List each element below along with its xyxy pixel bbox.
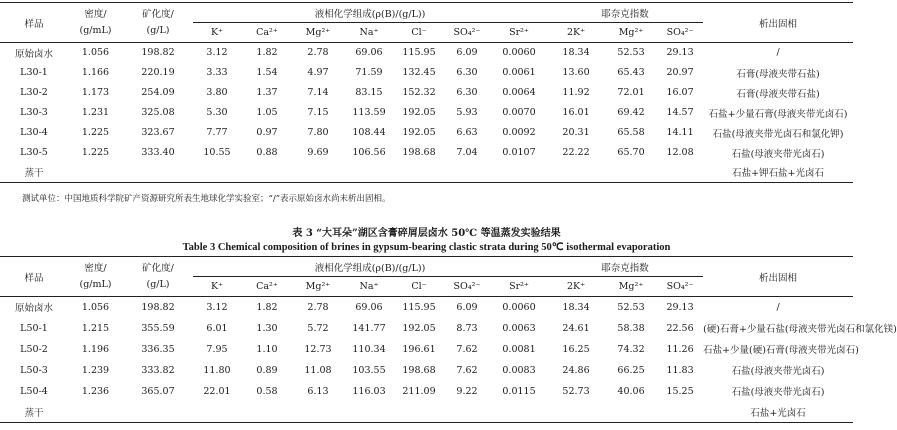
cell-ca: 1.37 [256,87,278,98]
cell-sr: 0.0115 [502,385,536,397]
cell-na: 116.03 [352,385,386,397]
cell-k: 7.95 [206,343,228,355]
cell-jmg: 72.01 [617,87,645,98]
cell-j2k: 24.86 [562,364,590,376]
header-cl: Cl⁻ [411,27,427,38]
cell-k: 11.80 [203,364,231,376]
header-so4: SO₄²⁻ [453,281,481,292]
cell-jmg: 40.06 [617,385,645,397]
cell-na: 108.44 [352,127,386,138]
table-1-note: 测试单位：中国地质科学院矿产资源研究所表生地球化学实验室；“/”表示原始卤水尚未析出固相。 [22,194,391,204]
cell-min: 198.82 [141,301,175,313]
cell-mg: 11.08 [304,364,332,376]
cell-k: 3.80 [206,87,228,98]
cell-sr: 0.0060 [502,47,536,59]
cell-cl: 196.61 [402,343,436,355]
cell-so4: 6.30 [456,67,478,78]
cell-sample: L50-3 [20,364,48,376]
cell-k: 10.55 [203,147,231,158]
cell-min: 333.82 [141,364,175,376]
header-sample: 样品 [24,18,44,30]
header-j2k: 2K⁺ [566,281,586,292]
cell-cl [395,163,443,183]
cell-j2k: 16.25 [562,343,590,355]
table-row [0,103,853,123]
table-1 [0,2,853,183]
table-2 [0,256,897,423]
cell-na: 69.06 [355,301,383,313]
cell-na: 141.77 [352,322,386,334]
cell-sample: L30-3 [20,107,48,118]
cell-so4: 6.09 [456,301,478,313]
cell-sr: 0.0092 [502,127,536,138]
cell-cl: 132.45 [402,67,436,78]
cell-k: 3.12 [206,301,228,313]
cell-j2k: 18.34 [562,301,590,313]
cell-sr: 0.0070 [502,107,536,118]
cell-mg: 6.13 [307,385,329,397]
header-jso4: SO₄²⁻ [666,27,694,38]
cell-solid: 石膏(母液夹带石盐) [736,88,820,100]
cell-jso4: 11.26 [666,343,694,355]
cell-jso4: 12.08 [666,147,694,158]
header-mineralization: 矿化度/ (g/L) [142,8,174,36]
cell-cl: 152.32 [402,87,436,98]
cell-jmg: 58.38 [617,322,645,334]
cell-sample: L30-1 [20,67,48,78]
table-1-body [0,43,853,183]
cell-solid: 石盐(母液夹带光卤石和氯化钾) [712,128,844,140]
cell-k [193,402,241,423]
cell-density: 1.196 [81,343,110,355]
cell-so4: 8.73 [456,322,478,334]
cell-na: 110.34 [352,343,386,355]
header-sr: Sr²⁺ [509,27,529,38]
cell-j2k: 52.73 [562,385,590,397]
cell-jso4: 14.11 [666,127,694,138]
cell-solid: 石盐+少量石膏(母液夹带光卤石) [708,108,848,120]
cell-min: 365.07 [141,385,175,397]
cell-density: 1.056 [81,47,110,59]
header-ca: Ca²⁺ [256,281,278,292]
cell-jmg: 52.53 [617,47,645,59]
cell-min [123,163,193,183]
table-row [0,297,853,318]
cell-solid: 石盐+钾石盐+光卤石 [732,168,825,180]
cell-so4: 9.22 [456,385,478,397]
cell-j2k: 13.60 [562,67,590,78]
cell-cl: 115.95 [402,301,436,313]
cell-mg: 9.69 [307,147,329,158]
cell-solid: 石盐(母液夹带光卤石) [731,387,825,398]
cell-density [68,402,123,423]
cell-ca: 0.88 [256,147,278,158]
header-liquid-group: 液相化学组成(ρ(B)/(g/L)) [193,3,547,23]
cell-ca: 0.58 [256,385,278,397]
cell-cl: 192.05 [402,127,436,138]
cell-jso4: 11.83 [666,364,694,376]
header-cl: Cl⁻ [411,281,427,292]
header-mg: Mg²⁺ [305,27,331,38]
cell-density: 1.225 [81,127,110,138]
header-na: Na⁺ [359,27,379,38]
cell-sample: L50-4 [20,385,48,397]
cell-jmg: 65.70 [617,147,645,158]
cell-ca: 0.89 [256,364,278,376]
cell-min: 254.09 [141,87,175,98]
cell-k: 3.12 [206,47,228,59]
table-row [0,63,853,83]
cell-sr: 0.0064 [502,87,536,98]
cell-so4 [443,163,491,183]
cell-na: 106.56 [352,147,386,158]
cell-na: 103.55 [352,364,386,376]
table-row [0,43,853,63]
table-row [0,381,853,402]
cell-sample: 蒸干 [24,407,44,419]
cell-j2k: 11.92 [562,87,590,98]
cell-na [343,163,395,183]
cell-jmg [605,163,657,183]
cell-density: 1.173 [81,87,110,98]
cell-jmg: 69.42 [617,107,645,118]
header-sr: Sr²⁺ [509,281,529,292]
cell-j2k: 22.22 [562,147,590,158]
cell-sample: 原始卤水 [14,303,53,315]
cell-min: 355.59 [141,322,175,334]
cell-so4: 6.30 [456,87,478,98]
cell-density [68,163,123,183]
cell-j2k [547,163,605,183]
cell-j2k: 16.01 [562,107,590,118]
table-row [0,143,853,163]
cell-min: 323.67 [141,127,175,138]
cell-na: 113.59 [352,107,386,118]
header-ca: Ca²⁺ [256,27,278,38]
table-1-header [0,3,853,43]
table-2-body [0,297,897,423]
cell-j2k: 20.31 [562,127,590,138]
cell-cl: 211.09 [402,385,436,397]
cell-j2k [547,402,605,423]
table-2-header [0,257,853,297]
cell-mg [293,163,343,183]
cell-ca [241,402,293,423]
cell-mg: 7.14 [307,87,329,98]
cell-sr: 0.0060 [502,301,536,313]
cell-jso4 [657,163,703,183]
cell-density: 1.225 [81,147,110,158]
cell-sr: 0.0107 [502,147,536,158]
header-density: 密度/ (g/mL) [79,8,112,36]
cell-jmg: 65.43 [617,67,645,78]
cell-jso4: 14.57 [666,107,694,118]
cell-solid: / [776,301,780,313]
cell-min [123,402,193,423]
header-density: 密度/ (g/mL) [79,262,112,290]
cell-density: 1.166 [81,67,110,78]
cell-ca: 1.10 [256,343,278,355]
table-row [0,318,853,339]
header-k: K⁺ [210,27,224,38]
header-k: K⁺ [210,281,224,292]
cell-mg [293,402,343,423]
cell-sample: L50-1 [20,322,48,334]
header-liquid-group: 液相化学组成(ρ(B)/(g/L)) [193,257,547,277]
cell-cl: 192.05 [402,322,436,334]
cell-jmg: 52.53 [617,301,645,313]
cell-na [343,402,395,423]
cell-so4: 7.04 [456,147,478,158]
cell-ca: 1.82 [256,47,278,59]
cell-jso4: 29.13 [666,47,694,59]
cell-k: 3.33 [206,67,228,78]
cell-jmg: 65.58 [617,127,645,138]
cell-min: 198.82 [141,47,175,59]
header-so4: SO₄²⁻ [453,27,481,38]
cell-density: 1.056 [81,301,110,313]
cell-sr: 0.0081 [502,343,536,355]
table-row [0,83,853,103]
cell-k: 7.77 [206,127,228,138]
cell-k: 22.01 [203,385,231,397]
cell-mg: 2.78 [307,47,329,59]
cell-cl: 115.95 [402,47,436,59]
cell-mg: 7.15 [307,107,329,118]
header-jmg: Mg²⁺ [618,27,644,38]
header-janecke-group: 耶奈克指数 [547,3,703,23]
cell-ca: 1.82 [256,301,278,313]
cell-so4: 6.63 [456,127,478,138]
table-row [0,163,853,183]
cell-sample: L30-4 [20,127,48,138]
cell-solid: 石盐+少量(硬)石膏(母液夹带光卤石) [703,345,859,356]
cell-sample: L30-5 [20,147,48,158]
header-mg: Mg²⁺ [305,281,331,292]
cell-mg: 4.97 [307,67,329,78]
cell-k: 5.30 [206,107,228,118]
header-j2k: 2K⁺ [566,27,586,38]
cell-sr [491,163,547,183]
caption-cn: 表 3 “大耳朵”湖区含膏碎屑层卤水 50℃ 等温蒸发实验结果 [292,228,561,239]
cell-cl: 198.68 [402,147,436,158]
cell-min: 325.08 [141,107,175,118]
cell-cl: 192.05 [402,107,436,118]
cell-ca: 1.30 [256,322,278,334]
cell-sample: 蒸干 [24,168,44,180]
cell-solid: (硬)石膏+少量石盐(母液夹带光卤石和氯化镁) [703,324,897,335]
cell-cl: 198.68 [402,364,436,376]
cell-so4: 7.62 [456,343,478,355]
cell-mg: 12.73 [304,343,332,355]
cell-min: 333.40 [141,147,175,158]
cell-so4: 5.93 [456,107,478,118]
table-row [0,123,853,143]
table-row [0,360,853,381]
header-jso4: SO₄²⁻ [666,281,694,292]
cell-sample: L30-2 [20,87,48,98]
cell-j2k: 24.61 [562,322,590,334]
cell-mg: 5.72 [307,322,329,334]
cell-jmg: 66.25 [617,364,645,376]
caption-en: Table 3 Chemical composition of brines in gypsum-bearing clastic strata during 50℃ isothermal evaporation [182,242,671,253]
cell-density: 1.215 [81,322,110,334]
header-jmg: Mg²⁺ [618,281,644,292]
cell-na: 71.59 [355,67,383,78]
cell-so4 [443,402,491,423]
cell-so4: 7.62 [456,364,478,376]
cell-jso4: 15.25 [666,385,694,397]
cell-solid: / [776,47,780,59]
cell-jso4: 29.13 [666,301,694,313]
cell-sr: 0.0083 [502,364,536,376]
cell-min: 336.35 [141,343,175,355]
cell-ca: 1.05 [256,107,278,118]
cell-min: 220.19 [141,67,175,78]
header-na: Na⁺ [359,281,379,292]
cell-jso4 [657,402,703,423]
cell-k: 6.01 [206,322,228,334]
cell-sr [491,402,547,423]
cell-k [193,163,241,183]
cell-sample: 原始卤水 [14,48,53,60]
cell-cl [395,402,443,423]
cell-sr: 0.0063 [502,322,536,334]
cell-ca [241,163,293,183]
cell-solid: 石盐(母液夹带光卤石) [731,148,825,160]
cell-na: 69.06 [355,47,383,59]
cell-ca: 0.97 [256,127,278,138]
header-mineralization: 矿化度/ (g/L) [142,262,174,290]
cell-density: 1.236 [81,385,110,397]
cell-jmg [605,402,657,423]
header-solid: 析出固相 [759,272,798,284]
cell-sr: 0.0061 [502,67,536,78]
cell-ca: 1.54 [256,67,278,78]
table-row [0,339,853,360]
cell-solid: 石盐+光卤石 [750,407,806,419]
cell-jso4: 22.56 [666,322,694,334]
cell-mg: 7.80 [307,127,329,138]
table-row [0,402,853,423]
cell-density: 1.239 [81,364,110,376]
header-janecke-group: 耶奈克指数 [547,257,703,277]
cell-j2k: 18.34 [562,47,590,59]
cell-jso4: 16.07 [666,87,694,98]
cell-sample: L50-2 [20,343,48,355]
cell-jmg: 74.32 [617,343,645,355]
header-solid: 析出固相 [759,18,798,30]
cell-jso4: 20.97 [666,67,694,78]
cell-mg: 2.78 [307,301,329,313]
header-sample: 样品 [24,272,44,284]
cell-so4: 6.09 [456,47,478,59]
cell-solid: 石盐(母液夹带光卤石) [731,366,825,377]
cell-na: 83.15 [355,87,383,98]
cell-density: 1.231 [81,107,110,118]
cell-solid: 石膏(母液夹带石盐) [736,68,820,80]
